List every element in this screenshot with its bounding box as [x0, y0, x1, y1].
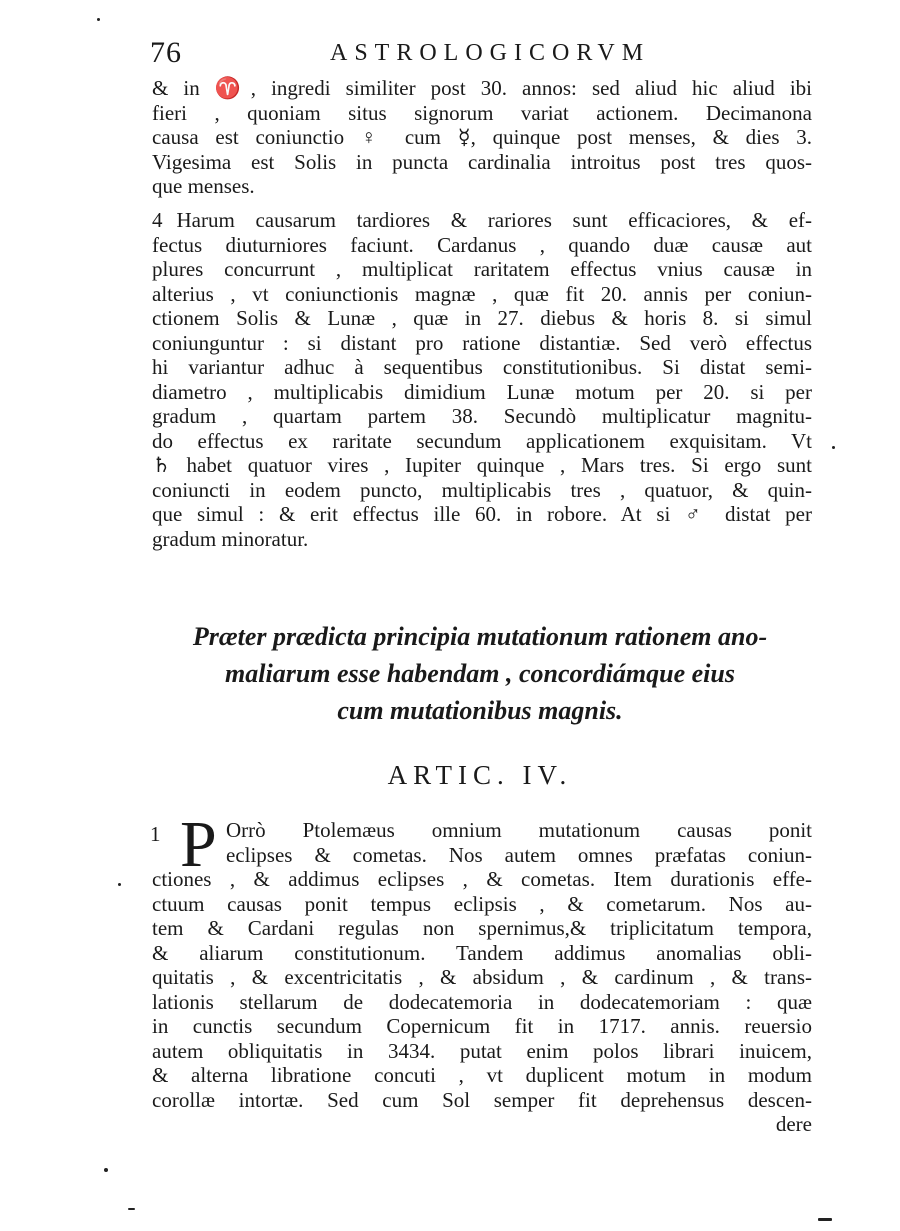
text-line: corollæ intortæ. Sed cum Sol semper fit deprehensus descen-	[152, 1087, 812, 1112]
text-line: fectus diuturniores faciunt. Cardanus , quando duæ causæ aut	[152, 232, 812, 257]
text-line: gradum , quartam partem 38. Secundò multiplicatur magnitu-	[152, 404, 812, 428]
paragraph-number: 1	[150, 822, 161, 846]
text-line-content: Harum causarum tardiores & rariores sunt efficaciores, & ef-	[176, 208, 812, 232]
text-line: in cunctis secundum Copernicum fit in 1717. annis. reuersio	[152, 1014, 812, 1038]
text-line: ctuum causas ponit tempus eclipsis , & cometarum. Nos au-	[152, 891, 812, 916]
print-speck	[128, 1208, 135, 1210]
section-heading	[150, 618, 810, 729]
text-line: autem obliquitatis in 3434. putat enim polos librari inuicem,	[152, 1038, 812, 1063]
running-head	[150, 34, 810, 74]
text-line: que simul : & erit effectus ille 60. in robore. At si ♂ distat per	[152, 502, 812, 526]
drop-cap: P	[180, 808, 217, 881]
text-line: hi variantur adhuc à sequentibus constitutionibus. Si distat semi-	[152, 355, 812, 379]
text-line: coniuncti in eodem puncto, multiplicabis tres , quatuor, & quin-	[152, 477, 812, 502]
text-line: do effectus ex raritate secundum applicationem exquisitam. Vt	[152, 428, 812, 453]
print-speck	[104, 1168, 108, 1172]
heading-line: Præter prædicta principia mutationum rationem ano-	[192, 622, 768, 651]
text-line: & in ♈, ingredi similiter post 30. annos: sed aliud hic aliud ibi	[152, 76, 812, 100]
text-line: alterius , vt coniunctionis magnæ , quæ fit 20. annis per coniun-	[152, 281, 812, 306]
text-line: & aliarum constitutionum. Tandem addimus anomalias obli-	[152, 940, 812, 965]
text-line: quitatis , & excentricitatis , & absidum , & cardinum , & trans-	[152, 965, 812, 989]
text-line: lationis stellarum de dodecatemoria in dodecatemoriam : quæ	[152, 989, 812, 1014]
paragraph-4	[152, 208, 812, 551]
page-number: 76	[150, 36, 182, 69]
article-label: ARTIC. IV.	[387, 760, 573, 790]
catchword: dere	[775, 1112, 812, 1136]
text-line: que menses.	[152, 174, 255, 198]
text-line: causa est coniunctio ♀ cum ☿, quinque post menses, & dies 3.	[152, 125, 812, 149]
text-line: tem & Cardani regulas non spernimus,& triplicitatum tempora,	[152, 916, 812, 940]
print-speck	[97, 18, 100, 21]
article-paragraph	[150, 808, 812, 1137]
text-line: ctionem Solis & Lunæ , quæ in 27. diebus & horis 8. si simul	[152, 306, 812, 330]
text-line: ♄ habet quatuor vires , Iupiter quinque , Mars tres. Si ergo sunt	[152, 453, 812, 477]
text-line: gradum minoratur.	[152, 526, 309, 551]
text-line: ctiones , & addimus eclipses , & cometas. Item durationis effe-	[152, 867, 812, 891]
heading-line: maliarum esse habendam , concordiámque eius	[225, 659, 735, 688]
text-line: plures concurrunt , multiplicat raritatem effectus vnius causæ in	[152, 257, 812, 281]
text-line: eclipses & cometas. Nos autem omnes præfatas coniun-	[226, 842, 812, 867]
heading-line: cum mutationibus magnis.	[337, 696, 623, 725]
text-line: coniunguntur : si distant pro ratione distantiæ. Sed verò effectus	[152, 330, 812, 355]
print-speck	[818, 1218, 832, 1221]
paragraph-number: 4	[152, 208, 163, 232]
running-title: ASTROLOGICORVM	[330, 40, 651, 66]
print-speck	[118, 883, 121, 886]
top-paragraph	[152, 76, 812, 199]
text-line	[152, 208, 812, 233]
text-line: Vigesima est Solis in puncta cardinalia introitus post tres quos-	[152, 149, 812, 174]
text-line: fieri , quoniam situs signorum variat actionem. Decimanona	[152, 100, 812, 125]
text-line: Orrò Ptolemæus omnium mutationum causas ponit	[226, 818, 812, 842]
print-speck	[832, 446, 835, 449]
text-line: & alterna libratione concuti , vt duplicent motum in modum	[152, 1063, 812, 1087]
text-line: diametro , multiplicabis dimidium Lunæ motum per 20. si per	[152, 379, 812, 404]
